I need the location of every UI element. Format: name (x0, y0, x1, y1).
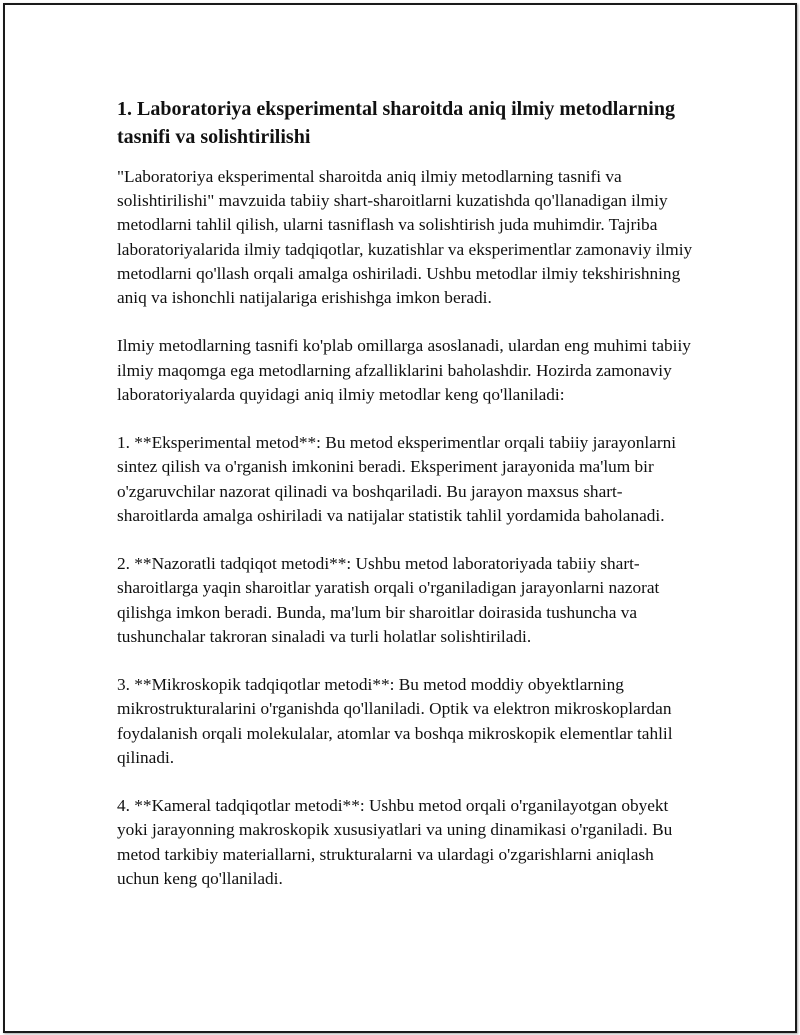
document-body (117, 95, 697, 915)
list-item-controlled-research-method: 2. **Nazoratli tadqiqot metodi**: Ushbu metod laboratoriyada tabiiy shart-sharoitlarga yaqin sharoitlar yaratish orqali o'rganiladigan jarayonlarni nazorat qilishga imkon beradi. Bunda, ma'lum bir sharoitlar doirasida tushuncha va tushunchalar takroran sinaladi va turli holatlar solishtiriladi. (117, 554, 660, 646)
list-item-cameral-research-method: 4. **Kameral tadqiqotlar metodi**: Ushbu metod orqali o'rganilayotgan obyekt yoki jarayonning makroskopik xususiyatlari va uning dinamikasi o'rganiladi. Bu metod tarkibiy materiallarni, strukturalarni va ulardagi o'zgarishlarni aniqlash uchun keng qo'llaniladi. (117, 796, 673, 888)
document-title: 1. Laboratoriya eksperimental sharoitda aniq ilmiy metodlarning tasnifi va solishtirilishi (117, 98, 675, 148)
classification-paragraph: Ilmiy metodlarning tasnifi ko'plab omillarga asoslanadi, ulardan eng muhimi tabiiy ilmiy maqomga ega metodlarning afzalliklarini baholashdir. Hozirda zamonaviy laboratoriyalarda quyidagi aniq ilmiy metodlar keng qo'llaniladi: (117, 336, 691, 404)
intro-paragraph: "Laboratoriya eksperimental sharoitda aniq ilmiy metodlarning tasnifi va solishtirilishi" mavzuida tabiiy shart-sharoitlarni kuzatishda qo'llanadigan ilmiy metodlarni tahlil qilish, ularni tasniflash va solishtirish juda muhimdir. Tajriba laboratoriyalarida ilmiy tadqiqotlar, kuzatishlar va eksperimentlar zamonaviy ilmiy metodlarni qo'llash orqali amalga oshiriladi. Ushbu metodlar ilmiy tekshirishning aniq va ishonchli natijalariga erishishga imkon beradi. (117, 167, 693, 308)
list-item-microscopic-research-method: 3. **Mikroskopik tadqiqotlar metodi**: Bu metod moddiy obyektlarning mikrostrukturalarini o'rganishda qo'llaniladi. Optik va elektron mikroskoplardan foydalanish orqali molekulalar, atomlar va boshqa mikroskopik elementlar tahlil qilinadi. (117, 675, 673, 767)
list-item-experimental-method: 1. **Eksperimental metod**: Bu metod eksperimentlar orqali tabiiy jarayonlarni sintez qilish va o'rganish imkonini beradi. Eksperiment jarayonida ma'lum bir o'zgaruvchilar nazorat qilinadi va boshqariladi. Bu jarayon maxsus shart-sharoitlarda amalga oshiriladi va natijalar statistik tahlil yordamida baholanadi. (117, 433, 677, 525)
